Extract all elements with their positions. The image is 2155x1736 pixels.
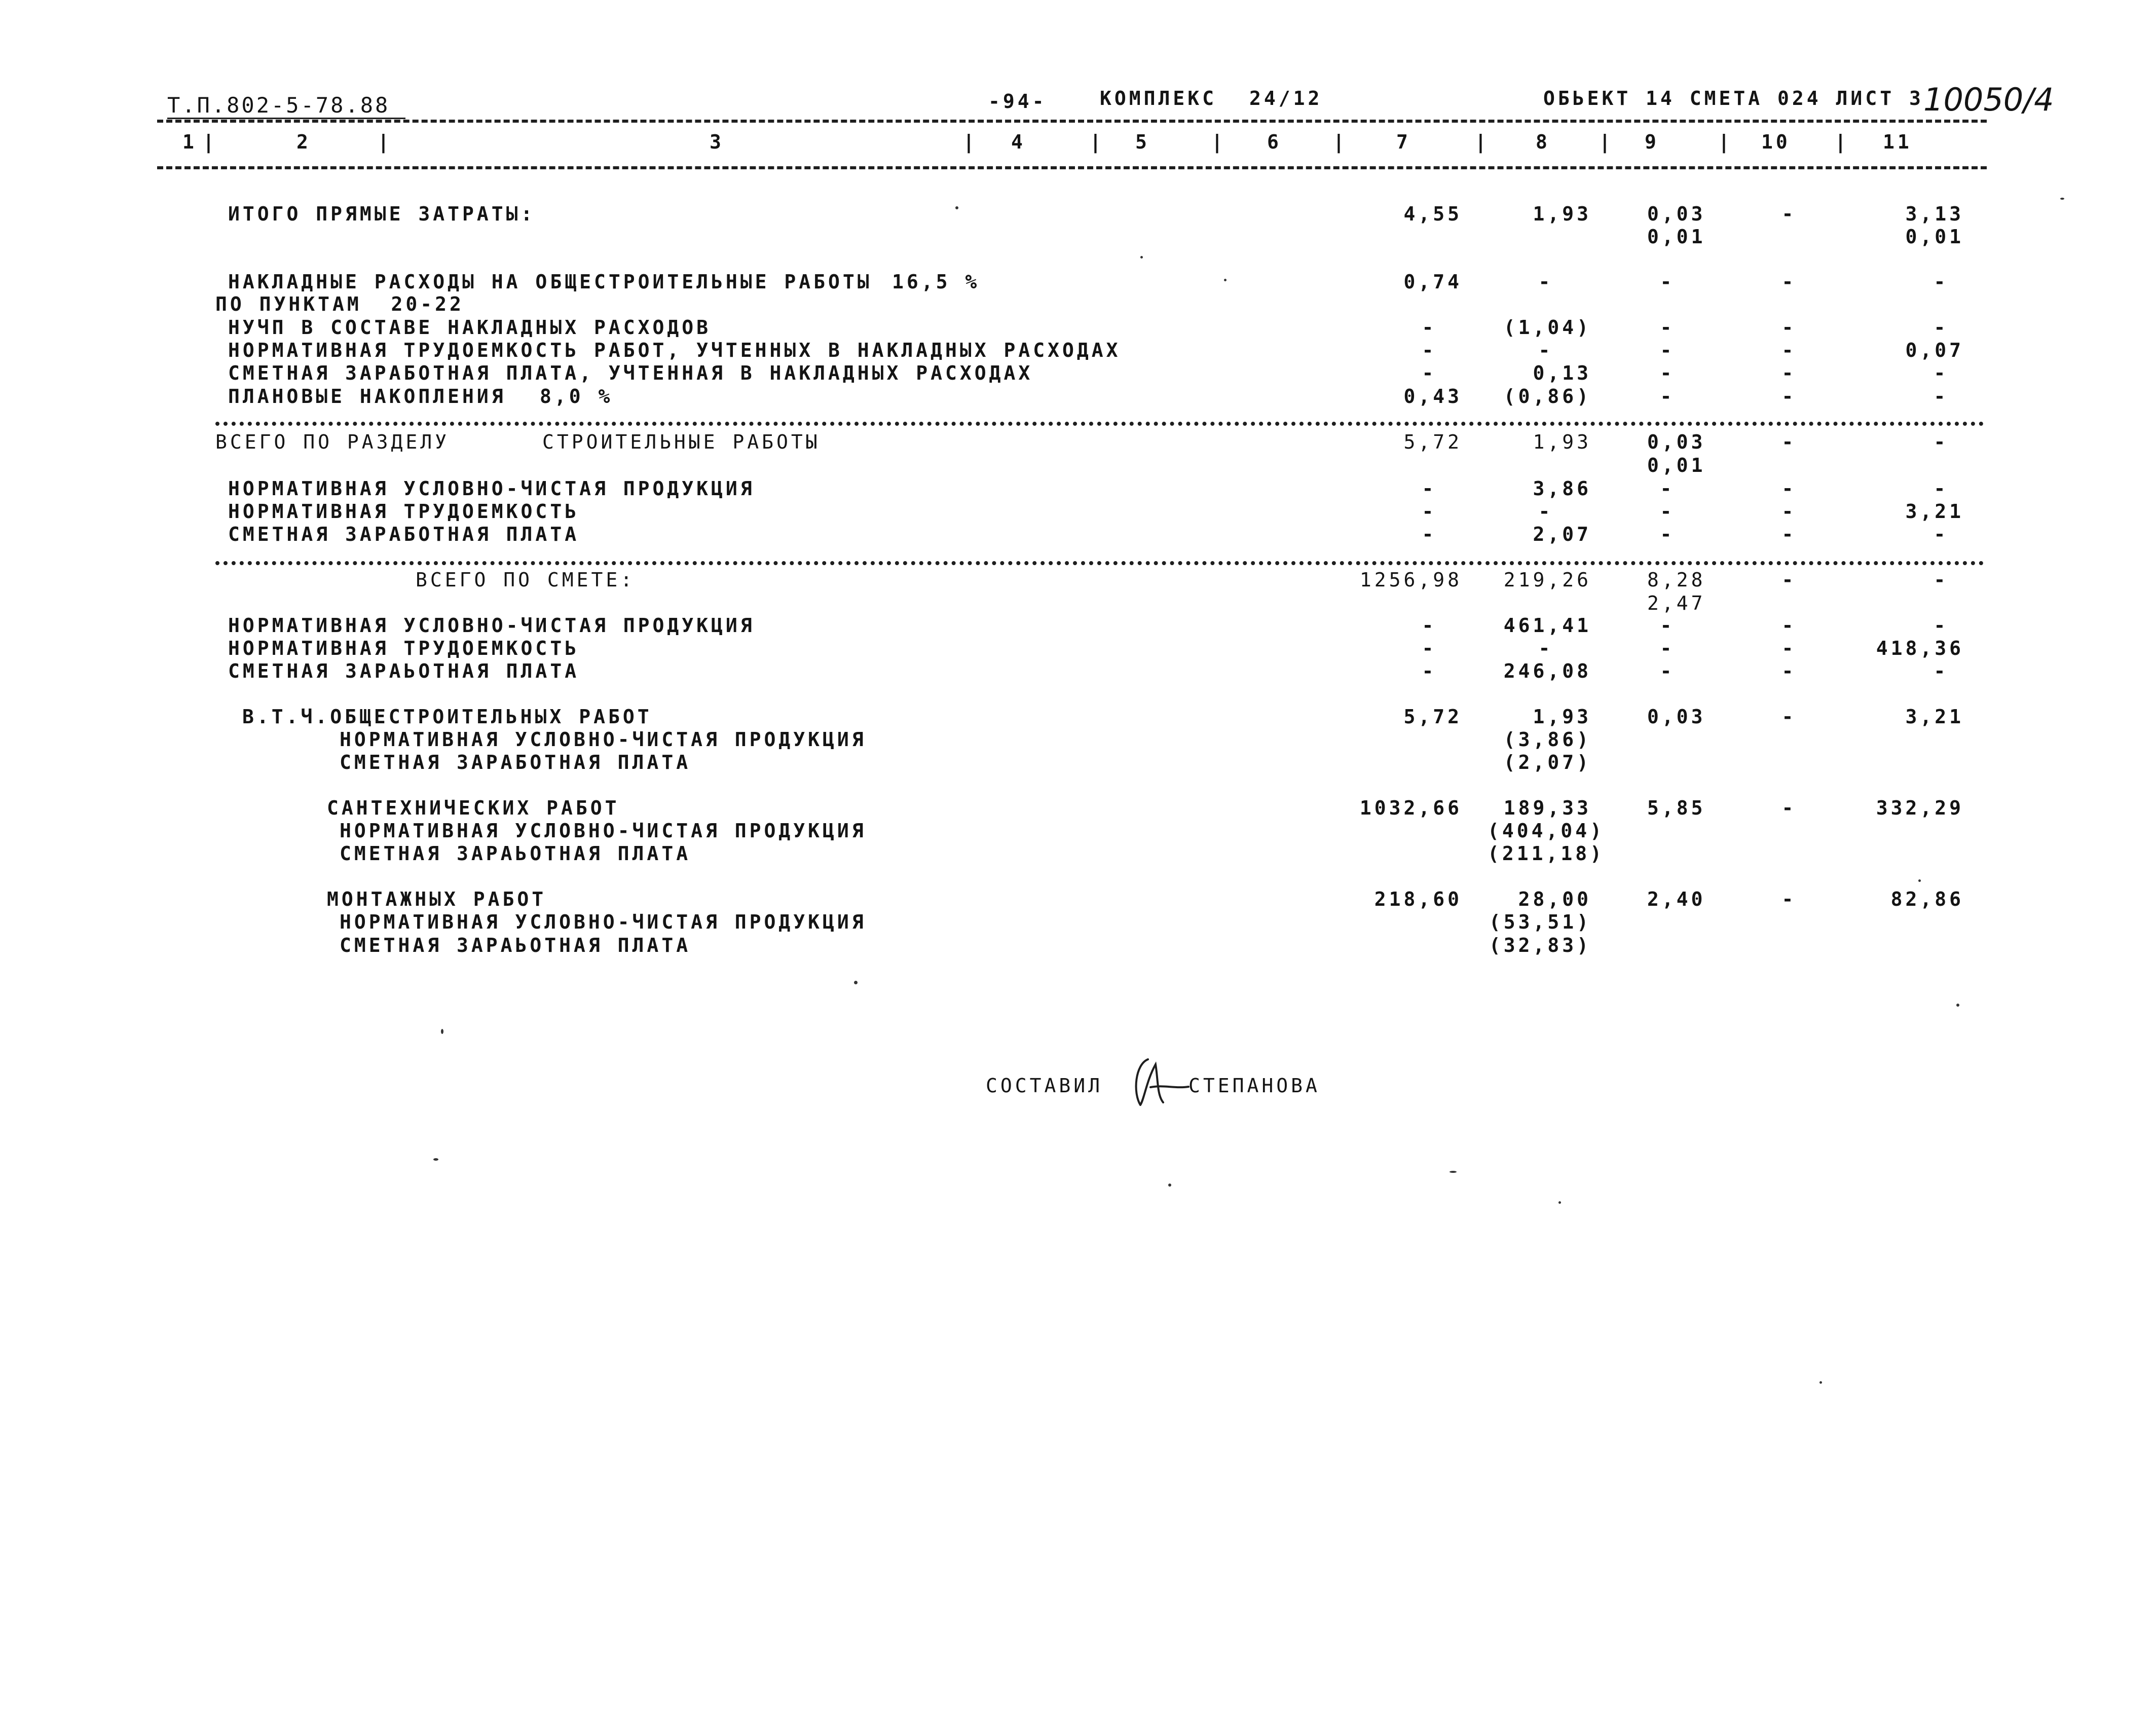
cell-c11: -: [1934, 271, 1949, 293]
cell-c7: -: [1422, 316, 1437, 339]
row-label: НАКЛАДНЫЕ РАСХОДЫ НА ОБЩЕСТРОИТЕЛЬНЫЕ РАБОТЫ: [228, 271, 872, 293]
cell-c7: 0,43: [1403, 385, 1462, 408]
section-divider: [215, 561, 1984, 565]
scan-speck: [1224, 279, 1227, 281]
scan-speck: [1140, 256, 1143, 258]
compiled-by-label: СОСТАВИЛ: [986, 1075, 1103, 1097]
scan-speck: [854, 981, 858, 984]
col-sep: |: [1718, 131, 1733, 153]
cell-c11: -: [1934, 523, 1949, 545]
cell-c7: -: [1422, 614, 1437, 637]
cell-c9: -: [1660, 271, 1675, 293]
row-label: ВСЕГО ПО РАЗДЕЛУ: [215, 431, 450, 453]
row-label: СМЕТНАЯ ЗАРАЬОТНАЯ ПЛАТА: [228, 660, 580, 682]
cell-c10: -: [1781, 523, 1797, 545]
cell-c11: -: [1934, 431, 1949, 453]
col-num-11: 11: [1883, 131, 1912, 153]
cell-c7: 5,72: [1403, 706, 1462, 728]
cell-c8: 461,41: [1503, 614, 1591, 637]
cell-c8: 246,08: [1503, 660, 1591, 682]
row-percent: 8,0 %: [540, 385, 613, 408]
cell-c8: 0,13: [1533, 362, 1591, 384]
cell-c10: -: [1781, 203, 1797, 225]
col-sep: |: [378, 131, 392, 153]
cell-c9: -: [1660, 614, 1675, 637]
col-num-3: 3: [710, 131, 724, 153]
cell-c8: -: [1538, 637, 1553, 659]
cell-c9: 0,01: [1647, 454, 1706, 476]
complex-number: 24/12: [1249, 87, 1323, 109]
cell-c8: 28,00: [1518, 888, 1591, 910]
cell-c8: (53,51): [1489, 911, 1591, 933]
cell-c11: -: [1934, 660, 1949, 682]
cell-c9: -: [1660, 362, 1675, 384]
cell-c9: -: [1660, 477, 1675, 500]
sub-label: НОРМАТИВНАЯ УСЛОВНО-ЧИСТАЯ ПРОДУКЦИЯ: [340, 728, 867, 751]
scan-speck: [433, 1158, 438, 1161]
cell-c7: -: [1422, 637, 1437, 659]
signer-name: СТЕПАНОВА: [1188, 1075, 1320, 1097]
col-sep: |: [963, 131, 978, 153]
cell-c9: 0,03: [1647, 431, 1706, 453]
row-label: НОРМАТИВНАЯ ТРУДОЕМКОСТЬ: [228, 500, 580, 523]
sub-label: НОРМАТИВНАЯ УСЛОВНО-ЧИСТАЯ ПРОДУКЦИЯ: [340, 911, 867, 933]
cell-c9: -: [1660, 637, 1675, 659]
row-label: НОРМАТИВНАЯ ТРУДОЕМКОСТЬ: [228, 637, 580, 659]
row-label: НОРМАТИВНАЯ УСЛОВНО-ЧИСТАЯ ПРОДУКЦИЯ: [228, 477, 755, 500]
cell-c8: -: [1538, 339, 1553, 361]
cell-c8: (0,86): [1503, 385, 1591, 408]
cell-c9: 8,28: [1647, 569, 1706, 591]
cell-c11: -: [1934, 362, 1949, 384]
cell-c10: -: [1781, 431, 1797, 453]
row-label: НОРМАТИВНАЯ ТРУДОЕМКОСТЬ РАБОТ, УЧТЕННЫХ В НАКЛАДНЫХ РАСХОДАХ: [228, 339, 1121, 361]
cell-c7: 1256,98: [1359, 569, 1462, 591]
cell-c8: (404,04): [1488, 820, 1605, 842]
cell-c9: 0,03: [1647, 706, 1706, 728]
cell-c9: 5,85: [1647, 797, 1706, 819]
cell-c11: -: [1934, 569, 1949, 591]
col-num-7: 7: [1396, 131, 1411, 153]
cell-c11: 3,13: [1905, 203, 1964, 225]
cell-c11: 82,86: [1890, 888, 1964, 910]
cell-c7: 0,74: [1403, 271, 1462, 293]
cell-c10: -: [1781, 637, 1797, 659]
cell-c10: -: [1781, 385, 1797, 408]
scan-speck: [1450, 1171, 1457, 1173]
cell-c10: -: [1781, 706, 1797, 728]
col-sep: |: [1211, 131, 1226, 153]
row-label: НУЧП В СОСТАВЕ НАКЛАДНЫХ РАСХОДОВ: [228, 316, 711, 339]
scan-speck: [441, 1029, 443, 1034]
cell-c8: (211,18): [1488, 842, 1605, 865]
row-label: СМЕТНАЯ ЗАРАБОТНАЯ ПЛАТА, УЧТЕННАЯ В НАКЛАДНЫХ РАСХОДАХ: [228, 362, 1033, 384]
doc-code-underline: [167, 118, 405, 119]
row-label: СМЕТНАЯ ЗАРАБОТНАЯ ПЛАТА: [228, 523, 580, 545]
cell-c10: -: [1781, 569, 1797, 591]
row-label: ПО ПУНКТАМ 20-22: [215, 293, 464, 315]
cell-c8: 219,26: [1503, 569, 1591, 591]
cell-c8: 189,33: [1503, 797, 1591, 819]
cell-c7: -: [1422, 362, 1437, 384]
cell-c8: (1,04): [1503, 316, 1591, 339]
col-sep: |: [1599, 131, 1614, 153]
cell-c8: (2,07): [1503, 751, 1591, 773]
cell-c8: 3,86: [1533, 477, 1591, 500]
cell-c8: (32,83): [1489, 934, 1591, 956]
scan-speck: [955, 206, 958, 209]
cell-c7: 5,72: [1403, 431, 1462, 453]
scan-speck: [2060, 198, 2064, 200]
cell-c7: 218,60: [1374, 888, 1462, 910]
cell-c8: 1,93: [1533, 706, 1591, 728]
cell-c9: -: [1660, 660, 1675, 682]
cell-c9: 0,03: [1647, 203, 1706, 225]
cell-c11: 0,01: [1905, 226, 1964, 248]
cell-c7: 1032,66: [1359, 797, 1462, 819]
scan-speck: [1918, 879, 1921, 882]
col-num-10: 10: [1761, 131, 1791, 153]
cell-c11: 418,36: [1876, 637, 1964, 659]
cell-c10: -: [1781, 500, 1797, 523]
col-sep: |: [1835, 131, 1849, 153]
cell-c10: -: [1781, 477, 1797, 500]
cell-c9: -: [1660, 523, 1675, 545]
cell-c10: -: [1781, 614, 1797, 637]
cell-c10: -: [1781, 271, 1797, 293]
scan-speck: [1168, 1184, 1171, 1187]
col-num-5: 5: [1135, 131, 1150, 153]
col-num-4: 4: [1011, 131, 1026, 153]
cell-c7: -: [1422, 660, 1437, 682]
scan-speck: [1819, 1381, 1822, 1384]
col-num-2: 2: [296, 131, 311, 153]
page-number: -94-: [988, 90, 1047, 113]
cell-c7: -: [1422, 500, 1437, 523]
cell-c11: -: [1934, 316, 1949, 339]
sub-label: СМЕТНАЯ ЗАРАБОТНАЯ ПЛАТА: [340, 751, 691, 773]
cell-c11: -: [1934, 477, 1949, 500]
sub-label: НОРМАТИВНАЯ УСЛОВНО-ЧИСТАЯ ПРОДУКЦИЯ: [340, 820, 867, 842]
cell-c11: -: [1934, 614, 1949, 637]
col-num-8: 8: [1536, 131, 1550, 153]
cell-c9: -: [1660, 500, 1675, 523]
cell-c8: -: [1538, 271, 1553, 293]
col-sep: |: [1333, 131, 1348, 153]
row-percent: 16,5 %: [892, 271, 980, 293]
cell-c11: 0,07: [1905, 339, 1964, 361]
cell-c11: 332,29: [1876, 797, 1964, 819]
row-label: В.Т.Ч.ОБЩЕСТРОИТЕЛЬНЫХ РАБОТ: [242, 706, 652, 728]
col-sep: |: [1475, 131, 1490, 153]
header-rule-bottom: [157, 166, 1987, 169]
col-num-9: 9: [1645, 131, 1659, 153]
row-label: ПЛАНОВЫЕ НАКОПЛЕНИЯ: [228, 385, 506, 408]
section-name: СТРОИТЕЛЬНЫЕ РАБОТЫ: [542, 431, 821, 453]
cell-c8: 2,07: [1533, 523, 1591, 545]
cell-c11: -: [1934, 385, 1949, 408]
row-label: ИТОГО ПРЯМЫЕ ЗАТРАТЫ:: [228, 203, 536, 225]
cell-c9: 2,40: [1647, 888, 1706, 910]
cell-c8: 1,93: [1533, 431, 1591, 453]
cell-c8: -: [1538, 500, 1553, 523]
cell-c9: -: [1660, 385, 1675, 408]
cell-c11: 3,21: [1905, 706, 1964, 728]
col-num-6: 6: [1267, 131, 1282, 153]
cell-c10: -: [1781, 888, 1797, 910]
cell-c9: 2,47: [1647, 592, 1706, 614]
cell-c9: 0,01: [1647, 226, 1706, 248]
sub-label: СМЕТНАЯ ЗАРАЬОТНАЯ ПЛАТА: [340, 842, 691, 865]
scan-speck: [1558, 1201, 1561, 1204]
cell-c8: (3,86): [1503, 728, 1591, 751]
doc-code: Т.П.802-5-78.88: [167, 93, 390, 118]
row-label: ВСЕГО ПО СМЕТЕ:: [416, 569, 636, 591]
col-sep: |: [203, 131, 217, 153]
cell-c7: -: [1422, 477, 1437, 500]
row-label: НОРМАТИВНАЯ УСЛОВНО-ЧИСТАЯ ПРОДУКЦИЯ: [228, 614, 755, 637]
cell-c10: -: [1781, 660, 1797, 682]
cell-c7: -: [1422, 523, 1437, 545]
archive-stamp: 10050/4: [1923, 81, 2054, 118]
signature-icon: [1128, 1049, 1194, 1115]
col-sep: |: [1090, 131, 1104, 153]
cell-c9: -: [1660, 316, 1675, 339]
section-divider: [215, 422, 1984, 426]
cell-c11: 3,21: [1905, 500, 1964, 523]
sub-label: СМЕТНАЯ ЗАРАЬОТНАЯ ПЛАТА: [340, 934, 691, 956]
scan-speck: [1956, 1004, 1959, 1007]
col-num-1: 1: [182, 131, 197, 153]
cell-c10: -: [1781, 316, 1797, 339]
row-label: МОНТАЖНЫХ РАБОТ: [327, 888, 547, 910]
cell-c7: 4,55: [1403, 203, 1462, 225]
cell-c8: 1,93: [1533, 203, 1591, 225]
row-label: САНТЕХНИЧЕСКИХ РАБОТ: [327, 797, 620, 819]
complex-label: КОМПЛЕКС: [1100, 87, 1217, 109]
header-rule-top: [157, 120, 1987, 123]
cell-c7: -: [1422, 339, 1437, 361]
cell-c10: -: [1781, 362, 1797, 384]
cell-c10: -: [1781, 797, 1797, 819]
cell-c10: -: [1781, 339, 1797, 361]
object-sheet-info: ОБЬЕКТ 14 СМЕТА 024 ЛИСТ 3: [1543, 87, 1924, 109]
cell-c9: -: [1660, 339, 1675, 361]
